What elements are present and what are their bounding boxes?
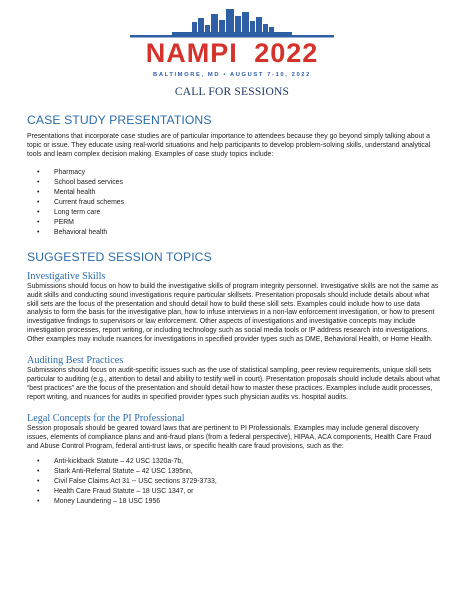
- list-item: • Mental health: [27, 188, 441, 198]
- list-item: • Stark Anti-Referral Statute – 42 USC 1395nn,: [27, 467, 441, 477]
- list-item: • PERM: [27, 218, 441, 228]
- svg-text:NAMPI 2022: [146, 38, 319, 68]
- page-title: CALL FOR SESSIONS: [174, 86, 290, 98]
- suggested-topics-section: [27, 250, 441, 508]
- case-study-intro: Presentations that incorporate case studies are of particular importance to attendees because they go beyond simply talking about a topic or issue. They educate using real-world situations and help participants to develop problem-solving skills, understand analytical tools and learn complex decision making. Examples of case study topics include:: [27, 133, 431, 158]
- legal-concepts-title: Legal Concepts for the PI Professional: [27, 412, 185, 424]
- auditing-body: Submissions should focus on audit-specific issues such as the use of statistical sampling, peer review requirements, unique skill sets particular to auditing (e.g., attention to detail and ability to testify well in court). Presentation proposals should include details about what “best practices” are the focus of the presentation and should detail how to master these practices. Examples include audit processes, report writing, and nuances for audits in specified provider types such physician audits vs. hospital audits.: [27, 367, 440, 401]
- investigative-skills-body: Submissions should focus on how to build the investigative skills of program integrity personnel. Investigative skills are not the same as audit skills and conducting sound investigations require particular skillsets. Presentation proposals should include details about what skill sets are the focus of the presentation and should detail how to build these skill sets. Examples could include how to use data analysis to form the basis for the investigative plan, how to infuse interviews in a non-law enforcement investigation, or how to present investigative findings to supervisors or law enforcement. Other aspects of investigations and investigative concepts may include investigation processes, report writing, or including technology such as social media tools or IP address research into investigations. Other examples may include nuances for investigations in specified provider types such as DME, Behavioral Health, or Home Health.: [27, 282, 439, 344]
- list-item: • Current fraud schemes: [27, 198, 441, 208]
- case-study-heading: CASE STUDY PRESENTATIONS: [27, 113, 212, 127]
- case-study-topic-list: [27, 168, 441, 238]
- conference-logo: [0, 0, 464, 84]
- list-item: • Civil False Claims Act 31 -- USC sections 3729-3733,: [27, 477, 441, 487]
- list-item: • Behavioral health: [27, 228, 441, 238]
- legal-concepts-block: [27, 413, 441, 508]
- list-item: • Money Laundering – 18 USC 1956: [27, 497, 441, 507]
- logo-name: NAMPI: [145, 38, 238, 68]
- document-body: [27, 104, 441, 507]
- list-item: • Long term care: [27, 208, 441, 218]
- list-item: • Anti-kickback Statute – 42 USC 1320a-7b,: [27, 457, 441, 467]
- logo-year: 2022: [254, 38, 319, 68]
- statute-list: [27, 457, 441, 507]
- nampi-logo: [112, 0, 352, 84]
- investigative-skills-title: Investigative Skills: [27, 270, 106, 282]
- case-study-section: [27, 113, 441, 238]
- suggested-topics-heading: SUGGESTED SESSION TOPICS: [27, 249, 212, 264]
- auditing-title: Auditing Best Practices: [27, 355, 124, 367]
- auditing-block: [27, 355, 441, 403]
- logo-tagline: BALTIMORE, MD • AUGUST 7-10, 2022: [153, 72, 311, 78]
- list-item: • Health Care Fraud Statute – 18 USC 1347, or: [27, 487, 441, 497]
- list-item: • Pharmacy: [27, 168, 441, 178]
- legal-concepts-body: Session proposals should be geared toward laws that are pertinent to PI Professionals. Examples may include general discovery issues, elements of compliance plans and anti-fraud plans (from a federal perspective), HIPAA, ACA components, Health Care Fraud and Abuse Control Program, federal anti-trust laws, or specific health care fraud provisions, such as the:: [27, 424, 432, 450]
- list-item: • School based services: [27, 178, 441, 188]
- investigative-skills-block: [27, 271, 441, 345]
- skyline-icon: [130, 9, 334, 38]
